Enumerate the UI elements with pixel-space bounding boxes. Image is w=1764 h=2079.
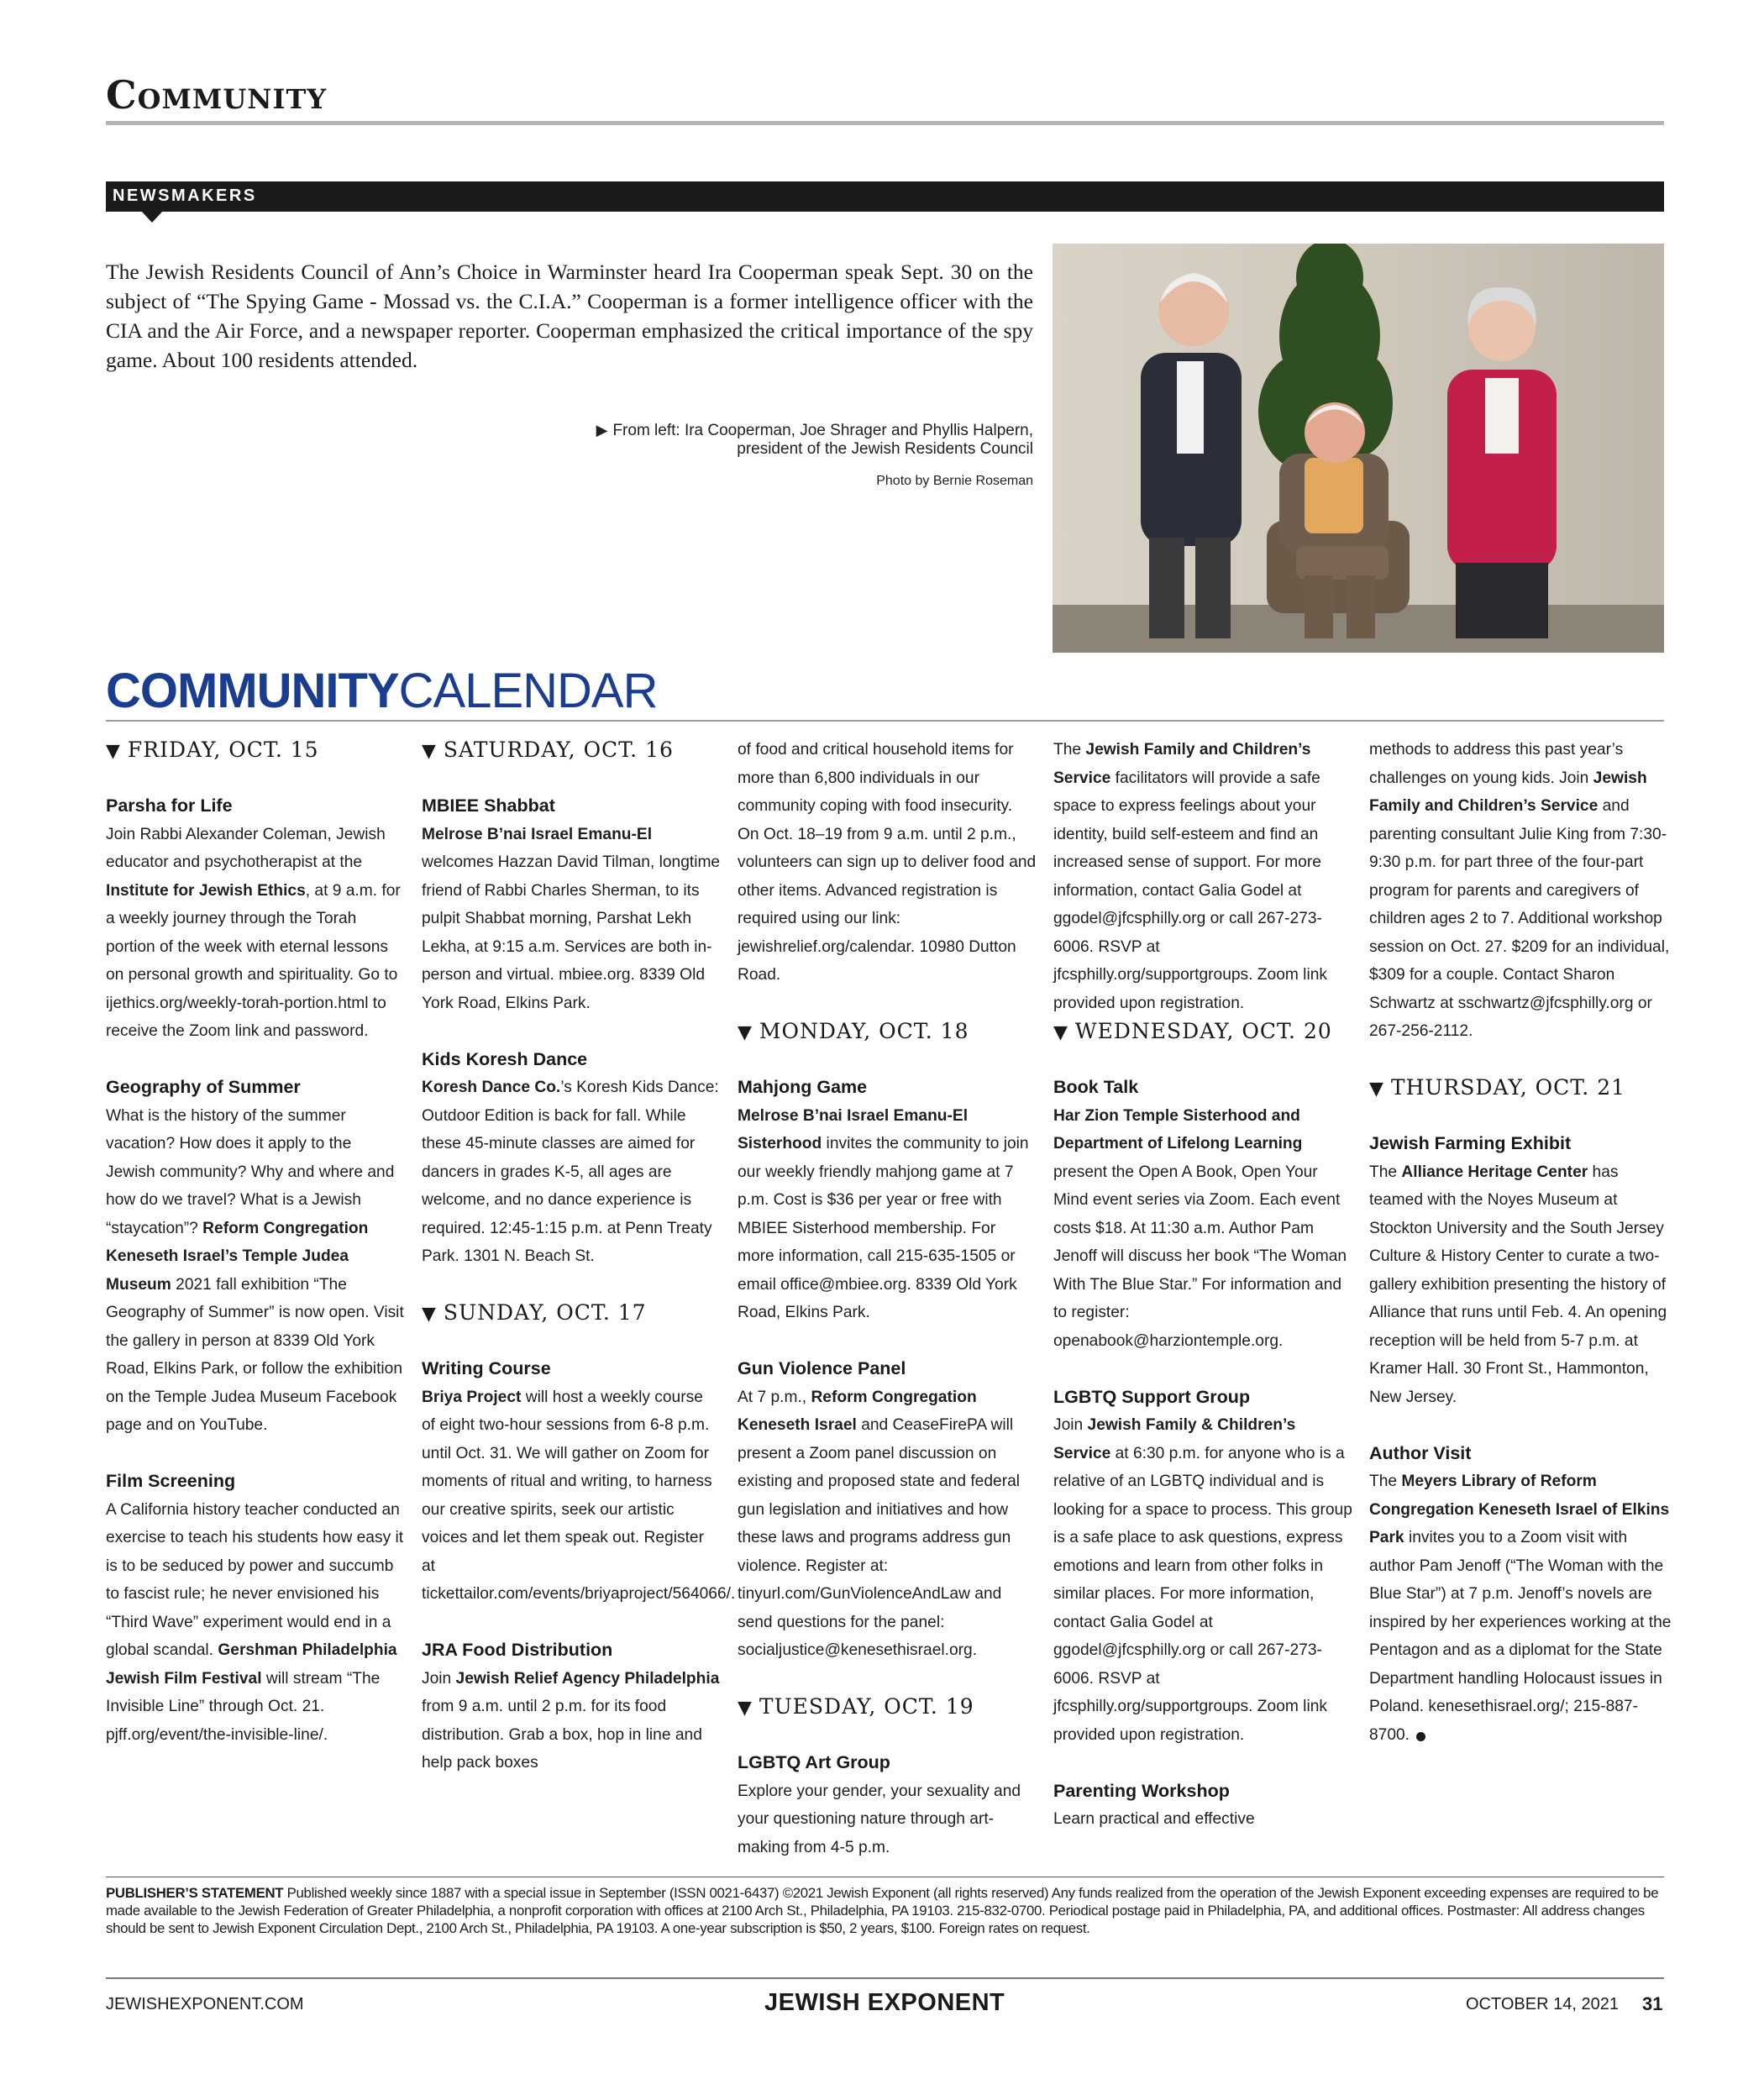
event-text: from 9 a.m. until 2 p.m. for its food distribution. Grab a box, hop in line and help pack boxes [422,1698,702,1772]
event-text: will host a weekly course of eight two-hour sessions from 6-8 p.m. until Oct. 31. We will gather on Zoom for moments of ritual and writing, to harness our creative spirits, seek our artistic voices and let them speak out. Register at tickettailor.com/events/briyaproject/564066/. [422,1388,736,1603]
triangle-down-icon: ▼ [738,1022,753,1043]
event-text: welcomes Hazzan David Tilman, longtime friend of Rabbi Charles Sherman, to its pulpit Shabbat morning, Parshat Lekh Lekha, at 9:15 a.m. Services are both in-person and virtual. mbiee.org. 8339 Old York Road, Elkins Park. [422,853,721,1012]
calendar-divider [106,720,1664,722]
event-title: Author Visit [1369,1442,1472,1463]
calendar-title-light: CALENDAR [398,664,658,718]
event-title: LGBTQ Art Group [738,1752,890,1772]
publisher-label: PUBLISHER’S STATEMENT [106,1885,284,1901]
event-body [1053,736,1352,1017]
event-text: The [1369,1163,1402,1181]
event-title: Kids Koresh Dance [422,1048,588,1069]
newsmakers-article: The Jewish Residents Council of Ann’s Choice in Warminster heard Ira Cooperman speak Sept. 30 on the subject of “The Spying Game - Mossad vs. the C.I.A.” Cooperman is a former intelligence officer with the CIA and the Air Force, and a newspaper reporter. Cooperman emphasized the critical importance of the spy game. About 100 residents attended. [106,260,1033,372]
event-org: Melrose B’nai Israel Emanu-El Sisterhood [738,1106,969,1152]
day-label: TUESDAY, OCT. 19 [759,1694,974,1719]
day-label: MONDAY, OCT. 18 [759,1019,969,1043]
event-title: Gun Violence Panel [738,1358,906,1378]
event-body [422,1383,736,1609]
calendar-column-1 [106,736,405,1749]
event-org: Meyers Library of Reform Congregation Keneseth Israel of Elkins Park [1369,1473,1670,1546]
event-text: will stream “The Invisible Line” through Oct. 21. pjff.org/event/the-invisible-line/. [106,1669,381,1744]
photo-caption [470,421,1033,459]
calendar-column-2 [422,736,736,1777]
triangle-down-icon: ▼ [422,741,437,762]
footer-date: OCTOBER 14, 2021 [1466,1995,1619,2013]
event-org: Jewish Family and Children’s Service [1369,769,1647,815]
day-heading-wednesday [1053,1017,1352,1046]
day-label: SATURDAY, OCT. 16 [443,738,674,762]
event-org: Reform Congregation Keneseth Israel’s Temple Judea Museum [106,1219,369,1294]
event-title: JRA Food Distribution [422,1640,613,1660]
publisher-statement [106,1884,1664,1937]
event-text: Join [422,1669,456,1688]
triangle-down-icon: ▼ [738,1698,753,1719]
event-text: present the Open A Book, Open Your Mind event series via Zoom. Each event costs $18. At 11:30 a.m. Author Pam Jenoff will discuss her book “The Woman With The Blue Star.” For information and to register: openabook@harziontemple.org. [1053,1163,1347,1350]
event-title: Film Screening [106,1471,236,1491]
event-text: The [1369,1473,1402,1490]
event-body [1369,1467,1672,1749]
event-body [422,1665,721,1777]
event-body [1369,1158,1672,1412]
day-heading-monday [738,1017,1037,1046]
event-text: The [1053,741,1086,759]
triangle-down-icon: ▼ [106,741,121,762]
event-org: Koresh Dance Co. [422,1079,561,1096]
event-text: What is the history of the summer vacation? How does it apply to the Jewish community? Why and where and how do we travel? What is a Jewish “staycation”? [106,1106,395,1237]
event-body [1369,736,1672,1046]
calendar-title [106,662,658,721]
event-text: Join Rabbi Alexander Coleman, Jewish educator and psychotherapist at the [106,825,386,871]
day-label: THURSDAY, OCT. 21 [1390,1075,1626,1100]
event-text: and parenting consultant Julie King from 7:30-9:30 p.m. for part three of the four-part program for parents and caregivers of children ages 2 to 7. Additional workshop session on Oct. 27. $209 for an individual, $309 for a couple. Contact Sharon Schwartz at sschwartz@jfcsphilly.org or 267-256-2112. [1369,797,1670,1040]
event-text: has teamed with the Noyes Museum at Stockton University and the South Jersey Culture & History Center to curate a two-gallery exhibition presenting the history of Alliance that runs until Feb. 4. An opening reception will be held from 5-7 p.m. at Kramer Hall. 30 Front St., Hammonton, New Jersey. [1369,1163,1667,1406]
caption-line-2: president of the Jewish Residents Council [737,440,1033,458]
event-text: facilitators will provide a safe space to express feelings about your identity, build self-esteem and find an increased sense of support. For more information, contact Galia Godel at ggodel@jfcsphilly.org or call 267-273-6006. RSVP at jfcsphilly.org/supportgroups. Zoom link provided upon registration. [1053,769,1327,1012]
event-org: Gershman Philadelphia Jewish Film Festival [106,1641,397,1688]
event-body [1053,1411,1352,1749]
event-title: LGBTQ Support Group [1053,1386,1251,1407]
publisher-text: Published weekly since 1887 with a special issue in September (ISSN 0021-6437) ©2021 Jewish Exponent (all rights reserved) Any funds realized from the operation of the Jewish Exponent exceeding expenses are required to be made available to the Jewish Federation of Greater Philadelphia, a nonprofit corporation with offices at 2100 Arch St., Philadelphia, PA 19103. 215-832-0700. Periodical postage paid in Philadelphia, PA, and additional offices. Postmaster: All address changes should be sent to Jewish Exponent Circulation Dept., 2100 Arch St., Philadelphia, PA 19103. A one-year subscription is $50, 2 years, $100. Foreign rates on request. [106,1885,1659,1936]
event-text: invites the community to join our weekly friendly mahjong game at 7 p.m. Cost is $36 per year or free with MBIEE Sisterhood membership. For more information, call 215-635-1505 or email office@mbiee.org. 8339 Old York Road, Elkins Park. [738,1135,1029,1321]
event-body [422,1074,721,1271]
day-label: WEDNESDAY, OCT. 20 [1074,1019,1332,1043]
event-title: Geography of Summer [106,1077,301,1097]
day-heading-friday [106,736,405,764]
newsmakers-bar [106,181,1664,212]
event-org: Reform Congregation Keneseth Israel [738,1388,977,1434]
event-text: Join [1053,1416,1088,1434]
event-title: Writing Course [422,1358,551,1378]
newsmakers-photo [1053,244,1664,653]
calendar-column-4 [1053,736,1352,1834]
caption-line-1: From left: Ira Cooperman, Joe Shrager and Phyllis Halpern, [612,422,1033,439]
day-heading-tuesday [738,1693,1037,1721]
event-org: Melrose B’nai Israel Emanu-El [422,825,653,843]
section-title: Community [106,72,328,118]
end-mark-icon [1416,1732,1425,1741]
footer-divider [106,1977,1664,1979]
event-org: Jewish Family and Children’s Service [1053,741,1311,787]
event-text: At 7 p.m., [738,1388,811,1406]
event-title: Jewish Farming Exhibit [1369,1133,1572,1153]
event-text: and CeaseFirePA will present a Zoom panel discussion on existing and proposed state and federal gun legislation and initiatives and how these laws and programs address gun violence. Register at: tinyurl.com/GunViolenceAndLaw and send questions for the panel: socialjustice@kenesethisrael.org. [738,1416,1021,1659]
event-text: methods to address this past year’s challenges on young kids. Join [1369,741,1624,787]
calendar-column-5 [1369,736,1672,1749]
photo-credit: Photo by Bernie Roseman [876,474,1033,488]
event-text: A California history teacher conducted an exercise to teach his students how easy it is to be seduced by power and succumb to fascist rule; he never envisioned his “Third Wave” experiment would end in a global scandal. [106,1500,404,1659]
event-body: of food and critical household items for more than 6,800 individuals in our community coping with food insecurity. On Oct. 18–19 from 9 a.m. until 2 p.m., volunteers can sign up to deliver food and other items. Advanced registration is required using our link: jewishrelief.org/calendar. 10980 Dutton Road. [738,741,1037,984]
event-body [738,1383,1037,1665]
day-label: SUNDAY, OCT. 17 [443,1300,647,1325]
event-org: Alliance Heritage Center [1401,1163,1588,1181]
event-title: Parsha for Life [106,795,233,816]
section-divider [106,121,1664,125]
event-body [738,1102,1037,1327]
newsmakers-notch [141,211,163,223]
caption-arrow-icon: ▶ [596,422,608,438]
event-text: at 6:30 p.m. for anyone who is a relative of an LGBTQ individual and is looking for a space to process. This group is a safe place to ask questions, express emotions and learn from other folks in similar places. For more information, contact Galia Godel at ggodel@jfcsphilly.org or call 267-273-6006. RSVP at jfcsphilly.org/supportgroups. Zoom link provided upon registration. [1053,1444,1352,1744]
day-heading-sunday [422,1299,721,1327]
event-body: Explore your gender, your sexuality and your questioning nature through art-making from 4-5 p.m. [738,1782,1021,1856]
event-body [422,821,721,1018]
newsmakers-label: NEWSMAKERS [113,186,257,205]
day-heading-thursday [1369,1074,1672,1102]
event-title: Parenting Workshop [1053,1780,1230,1801]
event-title: Book Talk [1053,1077,1139,1097]
event-org: Har Zion Temple Sisterhood and Department of Lifelong Learning [1053,1106,1303,1152]
event-org: Jewish Relief Agency Philadelphia [455,1669,720,1688]
calendar-title-bold: COMMUNITY [106,664,399,718]
event-title: MBIEE Shabbat [422,795,555,816]
triangle-down-icon: ▼ [1369,1079,1384,1100]
page-number: 31 [1642,1993,1663,2014]
event-body: Learn practical and effective [1053,1810,1255,1828]
event-body [1053,1102,1352,1356]
event-org: Briya Project [422,1388,522,1406]
day-label: FRIDAY, OCT. 15 [127,738,319,762]
calendar-column-3 [738,736,1037,1861]
triangle-down-icon: ▼ [1053,1022,1068,1043]
event-org: Jewish Family & Children’s Service [1053,1416,1296,1462]
event-title: Mahjong Game [738,1077,868,1097]
event-body [106,1102,405,1440]
event-text: ’s Koresh Kids Dance: Outdoor Edition is back for fall. While these 45-minute classes are aimed for dancers in grades K-5, all ages are welcome, and no dance experience is required. 12:45-1:15 p.m. at Penn Treaty Park. 1301 N. Beach St. [422,1079,719,1265]
event-body [106,1496,405,1750]
photo-illustration [1053,244,1664,653]
event-org: Institute for Jewish Ethics [106,881,306,900]
event-body [106,821,405,1046]
triangle-down-icon: ▼ [422,1304,437,1325]
event-text: , at 9 a.m. for a weekly journey through the Torah portion of the week with eternal lessons on personal growth and spirituality. Go to ijethics.org/weekly-torah-portion.html to receive the Zoom link and password. [106,881,401,1040]
event-text: invites you to a Zoom visit with author Pam Jenoff (“The Woman with the Blue Star”) at 7 p.m. Jenoff’s novels are inspired by her experiences working at the Pentagon and as a diplomat for the State Department handling Holocaust issues in Poland. kenesethisrael.org/; 215-887-8700. [1369,1529,1672,1744]
footer-website: JEWISHEXPONENT.COM [106,1995,304,2013]
day-heading-saturday [422,736,721,764]
footer-masthead: JEWISH EXPONENT [764,1989,1005,2016]
event-text: 2021 fall exhibition “The Geography of Summer” is now open. Visit the gallery in person at 8339 Old York Road, Elkins Park, or follow the exhibition on the Temple Judea Museum Facebook page and on YouTube. [106,1275,404,1434]
